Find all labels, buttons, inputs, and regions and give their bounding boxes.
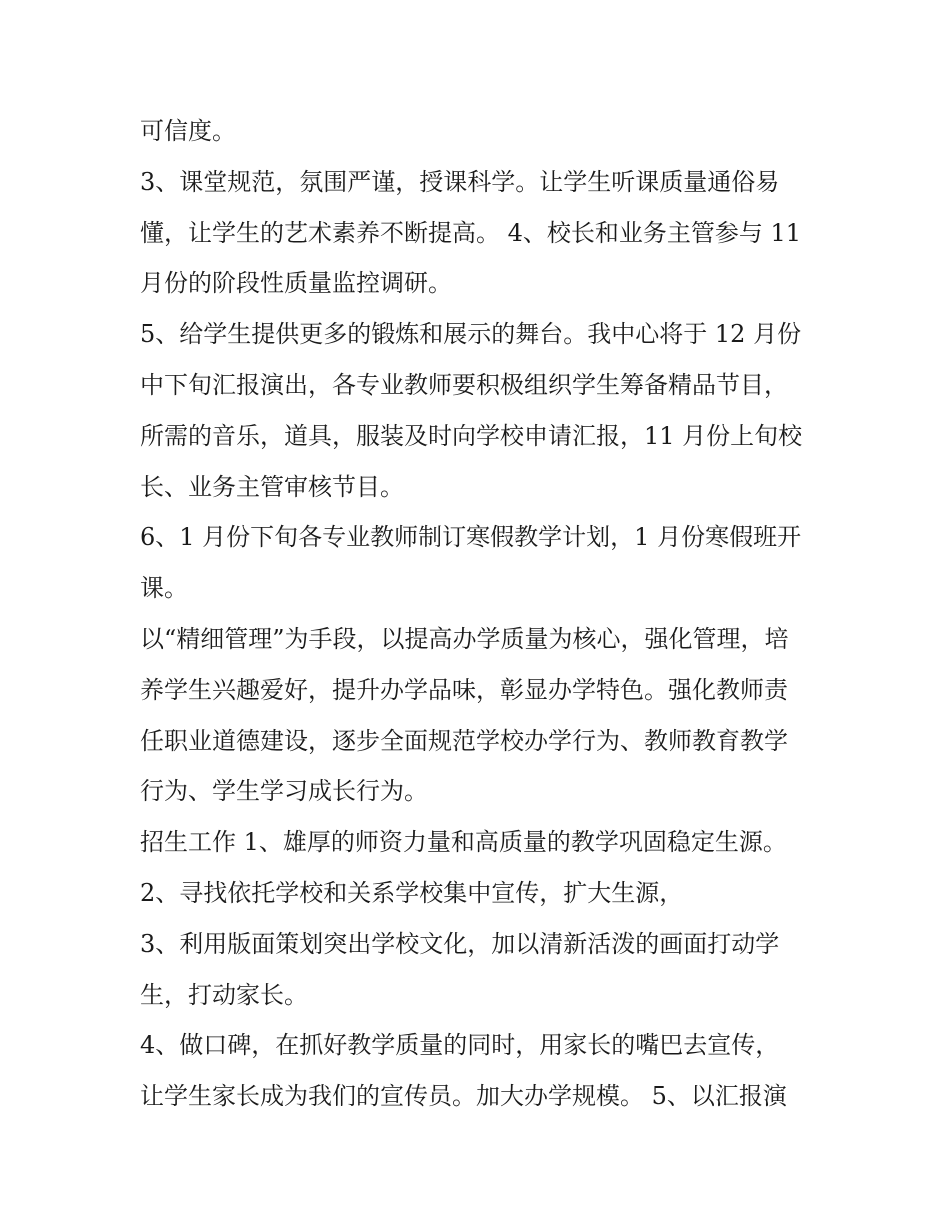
text-line: 可信度。 <box>140 117 236 145</box>
text-line: 2、寻找依托学校和关系学校集中宣传，扩大生源， <box>140 878 684 907</box>
text-line: 生，打动家长。 <box>140 980 308 1009</box>
text-line: 月份的阶段性质量监控调研。 <box>140 269 452 298</box>
text-line: 5、给学生提供更多的锻炼和展示的舞台。我中心将于 12 月份 <box>140 320 802 349</box>
text-line: 养学生兴趣爱好，提升办学品味，彰显办学特色。强化教师责 <box>140 675 788 704</box>
text-line: 懂，让学生的艺术素养不断提高。 4、校长和业务主管参与 11 <box>140 218 802 247</box>
text-line: 中下旬汇报演出，各专业教师要积极组织学生筹备精品节目， <box>140 370 788 399</box>
text-line: 所需的音乐，道具，服装及时向学校申请汇报，11 月份上旬校 <box>140 421 803 450</box>
text-line: 6、1 月份下旬各专业教师制订寒假教学计划，1 月份寒假班开 <box>140 523 802 552</box>
text-line: 3、课堂规范，氛围严谨，授课科学。让学生听课质量通俗易 <box>140 167 780 196</box>
text-line: 行为、学生学习成长行为。 <box>140 777 428 806</box>
text-line: 3、利用版面策划突出学校文化，加以清新活泼的画面打动学 <box>140 929 780 958</box>
text-line: 长、业务主管审核节目。 <box>140 472 404 501</box>
text-line: 4、做口碑，在抓好教学质量的同时，用家长的嘴巴去宣传， <box>140 1031 780 1060</box>
text-line: 以“精细管理”为手段，以提高办学质量为核心，强化管理，培 <box>140 624 789 653</box>
text-line: 招生工作 1、雄厚的师资力量和高质量的教学巩固稳定生源。 <box>140 828 787 857</box>
text-line: 任职业道德建设，逐步全面规范学校办学行为、教师教育教学 <box>140 726 788 755</box>
document-body <box>140 106 820 1122</box>
text-line: 课。 <box>140 574 188 603</box>
text-line: 让学生家长成为我们的宣传员。加大办学规模。 5、以汇报演 <box>140 1082 787 1111</box>
